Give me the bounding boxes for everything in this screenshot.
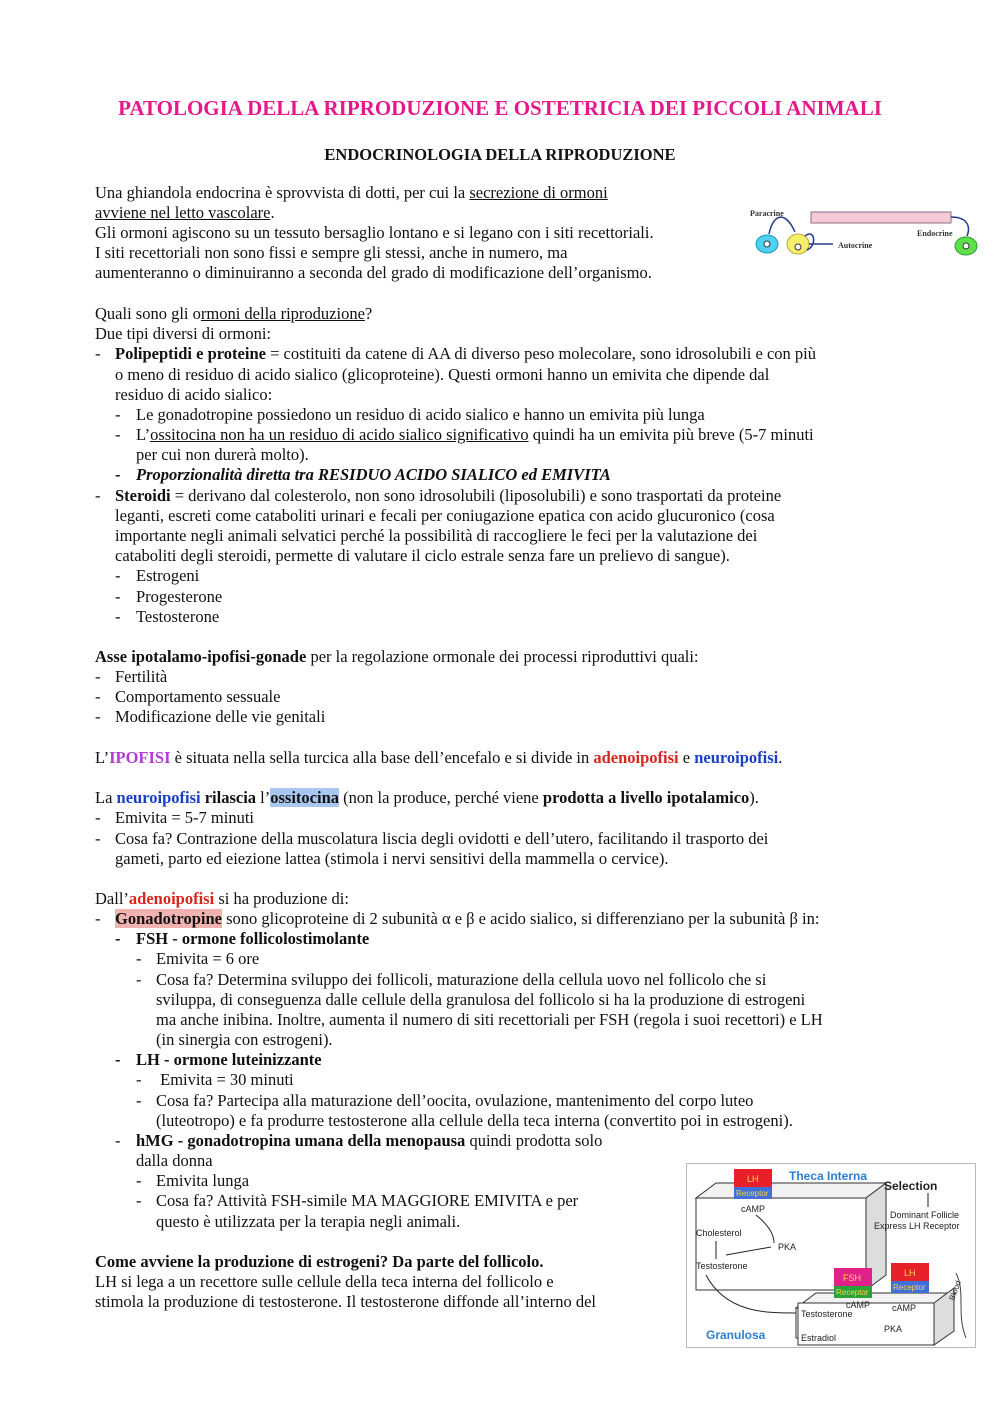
camp-label: cAMP [741,1204,766,1214]
lh-heading: LH - ormone luteinizzante [136,1050,322,1069]
theca-interna-label: Theca Interna [789,1169,868,1183]
steroid-item: Estrogeni [136,566,200,585]
testosterone-label: Testosterone [696,1261,748,1271]
bullet-dash: - [136,1070,142,1089]
polypeptides-line-3: residuo di acido sialico: [115,385,273,404]
blood-vessel-shape [811,212,951,223]
cell-nucleus-shape [764,241,770,247]
pka-label: PKA [778,1242,797,1252]
hmg-heading [136,1131,602,1151]
adenohypophysis-term: adenoipofisi [128,889,215,908]
text: Una ghiandola endocrina è sprovvista di dotti, per cui la [95,183,470,202]
bullet-dash: - [115,425,121,444]
neurohypophysis-term: neuroipofisi [116,788,201,807]
steroids-line-3: importante negli animali selvatici perché la possibilità di raccogliere le feci per la valutazione dei [115,526,758,545]
text: si ha produzione di: [214,889,349,908]
underlined-text: rmoni della riproduzione [200,304,365,323]
estrogen-line-1: LH si lega a un recettore sulle cellule della teca interna del follicolo e [95,1272,554,1291]
axis-item: Modificazione delle vie genitali [115,707,326,726]
text: . [778,748,783,767]
bold-text: Steroidi [115,486,171,505]
bullet-dash: - [95,344,101,363]
blood-label: Blood [947,1279,963,1302]
steroid-item: Progesterone [136,587,223,606]
bullet-dash: - [136,1171,142,1190]
endocrine-arrow [951,217,968,236]
lh-item-2-cont: (luteotropo) e fa produrre testosterone alla cellule della teca interna (convertito poi in estrogeni). [156,1111,793,1130]
text: La [95,788,117,807]
camp-label: cAMP [846,1300,871,1310]
hmg-item-2-cont: questo è utilizzata per la terapia negli animali. [156,1212,461,1231]
hmg-item-2: Cosa fa? Attività FSH-simile MA MAGGIORE EMIVITA e per [156,1191,579,1210]
intro-line-2 [95,203,275,223]
page-title: PATOLOGIA DELLA RIPRODUZIONE E OSTETRICIA DEI PICCOLI ANIMALI [118,96,882,120]
lh-label: LH [904,1268,916,1278]
text: . [270,203,275,222]
polypeptides-sub-3: Proporzionalità diretta tra RESIDUO ACIDO SIALICO ed EMIVITA [136,465,611,484]
neuro-item-2: Cosa fa? Contrazione della muscolatura liscia degli ovidotti e dell’utero, facilitando il trasporto dei [115,829,769,848]
neuro-item-2-cont: gameti, parto ed eiezione lattea (stimola i nervi sensitivi della mammella o cervice). [115,849,669,868]
steroids-line-1 [115,486,781,506]
bullet-dash: - [115,1050,121,1069]
gonadotropins-highlight: Gonadotropine [115,909,222,928]
endocrine-label: Endocrine [917,229,953,238]
text: sono glicoproteine di 2 subunità α e β e acido sialico, si differenziano per la subunità β in: [221,909,820,928]
bullet-dash: - [115,587,121,606]
express-lh-receptor-label: Express LH Receptor [874,1221,960,1231]
polypeptides-line-2: o meno di residuo di acido sialico (glicoproteine). Questi ormoni hanno un emivita che dipende dal [115,365,770,384]
text: ). [749,788,759,807]
neurohypophysis-term: neuroipofisi [694,748,779,767]
text: Quali sono gli o [95,304,201,323]
cell-nucleus-shape [963,243,969,249]
text: l’ [256,788,271,807]
polypeptides-sub-1: Le gonadotropine possiedono un residuo di acido sialico e hanno un emivita più lunga [136,405,705,424]
steroid-item: Testosterone [136,607,220,626]
text: per la regolazione ormonale dei processi riproduttivi quali: [306,647,699,666]
estradiol-label: Estradiol [801,1333,837,1343]
receptor-label: Receptor [736,1189,769,1198]
signaling-types-figure [745,200,985,265]
pituitary-term: IPOFISI [109,748,171,767]
underlined-text: avviene nel letto vascolare [95,203,271,222]
fsh-item-2-cont: ma anche inibina. Inoltre, aumenta il numero di siti recettoriali per FSH (regola i suoi recettori) e LH [156,1010,823,1029]
bold-text: hMG - gonadotropina umana della menopausa [136,1131,466,1150]
text: è situata nella sella turcica alla base dell’encefalo e si divide in [170,748,594,767]
axis-item: Fertilità [115,667,168,686]
bullet-dash: - [95,909,101,928]
underlined-text: ossitocina non ha un residuo di acido sialico significativo [150,425,529,444]
bold-text: prodotta a livello ipotalamico [542,788,750,807]
bold-text: Asse ipotalamo-ipofisi-gonade [95,647,307,666]
intro-line-3: Gli ormoni agiscono su un tessuto bersaglio lontano e si legano con i siti recettoriali. [95,223,654,242]
polypeptides-sub-2-cont: per cui non durerà molto). [136,445,309,464]
text: e [678,748,695,767]
bullet-dash: - [95,829,101,848]
bullet-dash: - [95,486,101,505]
adenohypophysis-term: adenoipofisi [593,748,679,767]
bullet-dash: - [136,1091,142,1110]
bullet-dash: - [95,707,101,726]
text: ? [364,304,373,323]
fsh-item-2-cont: (in sinergia con estrogeni). [156,1030,333,1049]
polypeptides-line-1 [115,344,816,364]
gonadotropins-line [115,909,819,929]
text: quindi prodotta solo [465,1131,603,1150]
intro-line-1 [95,183,608,203]
fsh-item-1: Emivita = 6 ore [156,949,260,968]
neuro-item-1: Emivita = 5-7 minuti [115,808,255,827]
theca-box-top [696,1183,886,1198]
two-types-line: Due tipi diversi di ormoni: [95,324,271,343]
bullet-dash: - [95,667,101,686]
bullet-dash: - [136,1191,142,1210]
fsh-heading: FSH - ormone follicolostimolante [136,929,370,948]
fsh-label: FSH [843,1273,861,1283]
bullet-dash: - [115,929,121,948]
text: quindi ha un emivita più breve (5-7 minuti [528,425,814,444]
estrogen-question: Come avviene la produzione di estrogeni? Da parte del follicolo. [95,1252,544,1271]
receptor-label: Receptor [893,1283,926,1292]
text: Dall’ [95,889,129,908]
text: = costituiti da catene di AA di diverso peso molecolare, sono idrosolubili e con più [265,344,816,363]
selection-label: Selection [884,1179,938,1193]
bullet-dash: - [136,949,142,968]
intro-line-4: I siti recettoriali non sono fissi e sempre gli stessi, anche in numero, ma [95,243,568,262]
adeno-line [95,889,349,909]
lh-label: LH [747,1174,759,1184]
bullet-dash: - [115,607,121,626]
cell-nucleus-shape [795,244,801,250]
polypeptides-sub-2 [136,425,814,445]
text: = derivano dal colesterolo, non sono idrosolubili (liposolubili) e sono trasportati da proteine [170,486,782,505]
section-subtitle: ENDOCRINOLOGIA DELLA RIPRODUZIONE [324,145,676,164]
axis-item: Comportamento sessuale [115,687,281,706]
bold-text: Polipeptidi e proteine [115,344,266,363]
bullet-dash: - [115,405,121,424]
lh-item-1: Emivita = 30 minuti [156,1070,294,1089]
autocrine-label: Autocrine [838,241,873,250]
fsh-item-2: Cosa fa? Determina sviluppo dei follicoli, maturazione della cellula uovo nel follicolo che si [156,970,767,989]
camp-label: cAMP [892,1303,917,1313]
bullet-dash: - [115,566,121,585]
receptor-label: Receptor [836,1288,869,1297]
pka-label: PKA [884,1324,903,1334]
cholesterol-label: Cholesterol [696,1228,742,1238]
hmg-item-1: Emivita lunga [156,1171,250,1190]
testosterone-label: Testosterone [801,1309,853,1319]
theca-granulosa-figure [686,1163,976,1348]
paracrine-label: Paracrine [750,209,784,218]
bold-text: rilascia [200,788,257,807]
bullet-dash: - [95,808,101,827]
neuro-line [95,788,759,808]
text: (non la produce, perché viene [339,788,543,807]
steroids-line-4: cataboliti degli steroidi, permette di valutare il ciclo estrale senza fare un prelievo di sangue). [115,546,730,565]
oxytocin-highlight: ossitocina [270,788,340,807]
granulosa-label: Granulosa [706,1328,766,1342]
fsh-item-2-cont: sviluppa, di conseguenza dalle cellule della granulosa del follicolo si ha la produzione di estrogeni [156,990,806,1009]
question-hormones [95,304,372,324]
pituitary-line [95,748,782,768]
intro-line-5: aumenteranno o diminuiranno a seconda del grado di modificazione dell’organismo. [95,263,652,282]
estrogen-line-2: stimola la produzione di testosterone. Il testosterone diffonde all’interno del [95,1292,596,1311]
hmg-heading-cont: dalla donna [136,1151,213,1170]
text: L’ [136,425,151,444]
bullet-dash: - [95,687,101,706]
lh-item-2: Cosa fa? Partecipa alla maturazione dell’oocita, ovulazione, mantenimento del corpo luteo [156,1091,754,1110]
steroids-line-2: leganti, escreti come cataboliti urinari e fecali per coniugazione epatica con acido glucuronico (cosa [115,506,775,525]
axis-line [95,647,699,667]
text: L’ [95,748,110,767]
bullet-dash: - [115,465,121,484]
underlined-text: secrezione di ormoni [469,183,608,202]
bullet-dash: - [136,970,142,989]
paracrine-arrow [769,217,795,234]
dominant-follicle-label: Dominant Follicle [890,1210,960,1220]
bullet-dash: - [115,1131,121,1150]
